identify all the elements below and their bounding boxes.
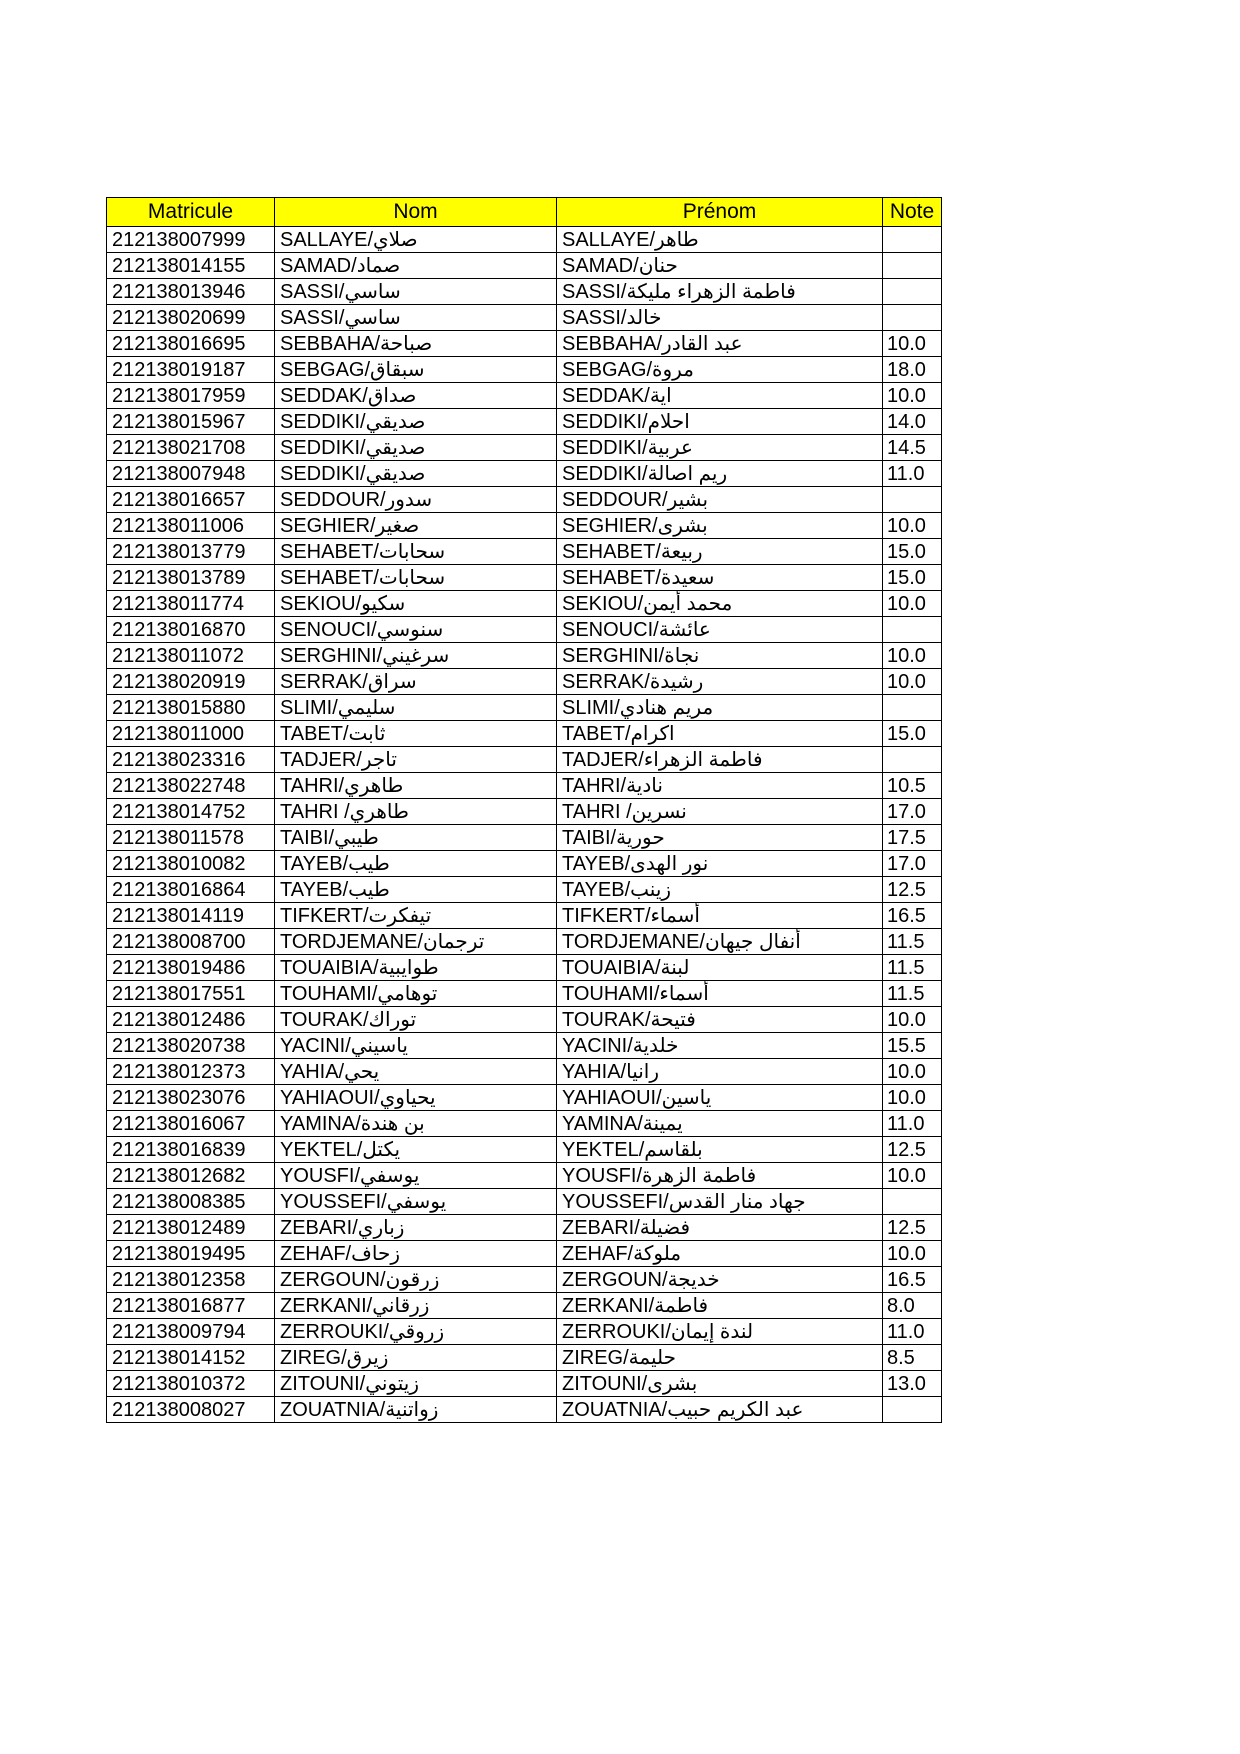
table-row — [107, 1189, 942, 1215]
cell-prenom: ZERKANI/فاطمة — [557, 1293, 883, 1319]
cell-nom: TAHRI /طاهري — [275, 799, 557, 825]
cell-prenom: SEDDAK/اية — [557, 383, 883, 409]
cell-note — [883, 1397, 942, 1423]
table-row — [107, 877, 942, 903]
cell-matricule: 212138016657 — [107, 487, 275, 513]
cell-nom: SEHABET/سحابات — [275, 565, 557, 591]
cell-nom: SALLAYE/صلاي — [275, 227, 557, 253]
table-row — [107, 565, 942, 591]
header-prenom: Prénom — [557, 198, 883, 227]
cell-note: 10.0 — [883, 331, 942, 357]
cell-prenom: ZIREG/حليمة — [557, 1345, 883, 1371]
table-row — [107, 955, 942, 981]
cell-matricule: 212138015880 — [107, 695, 275, 721]
cell-prenom: SEDDIKI/ريم اصالة — [557, 461, 883, 487]
cell-prenom: SEDDIKI/عربية — [557, 435, 883, 461]
cell-nom: TIFKERT/تيفكرت — [275, 903, 557, 929]
cell-note: 10.0 — [883, 1085, 942, 1111]
cell-matricule: 212138022748 — [107, 773, 275, 799]
cell-nom: TAIBI/طيبي — [275, 825, 557, 851]
cell-note — [883, 487, 942, 513]
cell-note: 10.0 — [883, 1241, 942, 1267]
cell-note: 15.0 — [883, 539, 942, 565]
cell-note: 10.0 — [883, 1007, 942, 1033]
cell-nom: TABET/ثابت — [275, 721, 557, 747]
cell-matricule: 212138017959 — [107, 383, 275, 409]
cell-nom: YAHIA/يحي — [275, 1059, 557, 1085]
cell-nom: ZOUATNIA/زواتنية — [275, 1397, 557, 1423]
cell-note: 12.5 — [883, 877, 942, 903]
cell-matricule: 212138020699 — [107, 305, 275, 331]
cell-prenom: ZEHAF/ملوكة — [557, 1241, 883, 1267]
cell-nom: ZEBARI/زباري — [275, 1215, 557, 1241]
table-row — [107, 357, 942, 383]
cell-prenom: TAHRI /نسرين — [557, 799, 883, 825]
cell-matricule: 212138016870 — [107, 617, 275, 643]
cell-note: 14.0 — [883, 409, 942, 435]
table-row — [107, 409, 942, 435]
cell-nom: SEDDAK/صداق — [275, 383, 557, 409]
cell-prenom: SLIMI/مريم هنادي — [557, 695, 883, 721]
cell-prenom: SASSI/فاطمة الزهراء مليكة — [557, 279, 883, 305]
cell-matricule: 212138016839 — [107, 1137, 275, 1163]
table-row — [107, 1085, 942, 1111]
table-row — [107, 279, 942, 305]
cell-nom: SAMAD/صماد — [275, 253, 557, 279]
table-row — [107, 513, 942, 539]
cell-nom: SERGHINI/سرغيني — [275, 643, 557, 669]
cell-nom: YACINI/ياسيني — [275, 1033, 557, 1059]
table-row — [107, 253, 942, 279]
cell-note — [883, 227, 942, 253]
cell-matricule: 212138007948 — [107, 461, 275, 487]
cell-note: 18.0 — [883, 357, 942, 383]
cell-note: 12.5 — [883, 1137, 942, 1163]
cell-prenom: TOUHAMI/أسماء — [557, 981, 883, 1007]
header-nom: Nom — [275, 198, 557, 227]
cell-prenom: TAHRI/نادية — [557, 773, 883, 799]
cell-note: 17.5 — [883, 825, 942, 851]
cell-matricule: 212138012358 — [107, 1267, 275, 1293]
cell-matricule: 212138008027 — [107, 1397, 275, 1423]
cell-prenom: SEBBAHA/عبد القادر — [557, 331, 883, 357]
table-row — [107, 929, 942, 955]
table-row — [107, 1397, 942, 1423]
cell-nom: SLIMI/سليمي — [275, 695, 557, 721]
cell-note: 11.0 — [883, 461, 942, 487]
cell-matricule: 212138012682 — [107, 1163, 275, 1189]
cell-matricule: 212138020738 — [107, 1033, 275, 1059]
cell-prenom: ZOUATNIA/عبد الكريم حبيب — [557, 1397, 883, 1423]
cell-prenom: YOUSSEFI/جهاد منار القدس — [557, 1189, 883, 1215]
cell-matricule: 212138015967 — [107, 409, 275, 435]
cell-matricule: 212138010372 — [107, 1371, 275, 1397]
cell-matricule: 212138014152 — [107, 1345, 275, 1371]
table-row — [107, 331, 942, 357]
cell-matricule: 212138019187 — [107, 357, 275, 383]
cell-nom: YOUSSEFI/يوسفي — [275, 1189, 557, 1215]
table-row — [107, 747, 942, 773]
cell-prenom: TORDJEMANE/أنفال جيهان — [557, 929, 883, 955]
cell-note: 12.5 — [883, 1215, 942, 1241]
table-row — [107, 487, 942, 513]
cell-nom: TAYEB/طيب — [275, 851, 557, 877]
cell-matricule: 212138023316 — [107, 747, 275, 773]
cell-prenom: SASSI/خالد — [557, 305, 883, 331]
cell-matricule: 212138011774 — [107, 591, 275, 617]
cell-note: 10.0 — [883, 643, 942, 669]
cell-prenom: YAHIA/رانيا — [557, 1059, 883, 1085]
cell-nom: SEGHIER/صغير — [275, 513, 557, 539]
table-row — [107, 1371, 942, 1397]
cell-prenom: YAMINA/يمينة — [557, 1111, 883, 1137]
cell-note: 13.0 — [883, 1371, 942, 1397]
cell-matricule: 212138019495 — [107, 1241, 275, 1267]
cell-matricule: 212138014119 — [107, 903, 275, 929]
cell-nom: SEDDOUR/سدور — [275, 487, 557, 513]
cell-nom: ZITOUNI/زيتوني — [275, 1371, 557, 1397]
cell-note: 17.0 — [883, 851, 942, 877]
cell-prenom: SEDDOUR/بشير — [557, 487, 883, 513]
table-row — [107, 461, 942, 487]
cell-nom: SEDDIKI/صديقي — [275, 409, 557, 435]
cell-matricule: 212138007999 — [107, 227, 275, 253]
cell-matricule: 212138014155 — [107, 253, 275, 279]
cell-nom: SEBGAG/سبقاق — [275, 357, 557, 383]
table-row — [107, 1033, 942, 1059]
cell-prenom: SERRAK/رشيدة — [557, 669, 883, 695]
grades-table — [106, 197, 942, 1423]
cell-note: 15.5 — [883, 1033, 942, 1059]
cell-note — [883, 253, 942, 279]
cell-matricule: 212138008700 — [107, 929, 275, 955]
table-row — [107, 1267, 942, 1293]
cell-note: 15.0 — [883, 721, 942, 747]
table-row — [107, 1345, 942, 1371]
cell-nom: ZEHAF/زحاف — [275, 1241, 557, 1267]
cell-prenom: SEKIOU/محمد أيمن — [557, 591, 883, 617]
cell-matricule: 212138014752 — [107, 799, 275, 825]
cell-prenom: ZITOUNI/بشرى — [557, 1371, 883, 1397]
header-note: Note — [883, 198, 942, 227]
cell-matricule: 212138013789 — [107, 565, 275, 591]
cell-prenom: SEHABET/ربيعة — [557, 539, 883, 565]
cell-matricule: 212138023076 — [107, 1085, 275, 1111]
cell-prenom: SEHABET/سعيدة — [557, 565, 883, 591]
cell-note — [883, 305, 942, 331]
cell-matricule: 212138011578 — [107, 825, 275, 851]
cell-note: 8.0 — [883, 1293, 942, 1319]
cell-note: 11.5 — [883, 981, 942, 1007]
cell-matricule: 212138011006 — [107, 513, 275, 539]
cell-nom: YAHIAOUI/يحياوي — [275, 1085, 557, 1111]
cell-nom: TOURAK/توراك — [275, 1007, 557, 1033]
cell-note: 14.5 — [883, 435, 942, 461]
cell-matricule: 212138016695 — [107, 331, 275, 357]
table-row — [107, 1111, 942, 1137]
cell-note: 16.5 — [883, 1267, 942, 1293]
table-row — [107, 773, 942, 799]
cell-note: 10.0 — [883, 669, 942, 695]
table-row — [107, 1293, 942, 1319]
cell-prenom: TOURAK/فتيحة — [557, 1007, 883, 1033]
cell-nom: SEDDIKI/صديقي — [275, 435, 557, 461]
cell-prenom: SAMAD/حنان — [557, 253, 883, 279]
cell-nom: ZERROUKI/زروقي — [275, 1319, 557, 1345]
cell-note — [883, 747, 942, 773]
cell-note: 8.5 — [883, 1345, 942, 1371]
cell-nom: SEKIOU/سكيو — [275, 591, 557, 617]
cell-matricule: 212138012486 — [107, 1007, 275, 1033]
table-body — [107, 227, 942, 1423]
cell-note: 11.0 — [883, 1111, 942, 1137]
table-row — [107, 1059, 942, 1085]
cell-note: 17.0 — [883, 799, 942, 825]
table-row — [107, 1163, 942, 1189]
cell-note: 10.0 — [883, 1163, 942, 1189]
header-row — [107, 198, 942, 227]
table-row — [107, 799, 942, 825]
cell-nom: YOUSFI/يوسفي — [275, 1163, 557, 1189]
cell-note — [883, 617, 942, 643]
cell-nom: TORDJEMANE/ترجمان — [275, 929, 557, 955]
cell-nom: SASSI/ساسي — [275, 305, 557, 331]
cell-nom: YEKTEL/يكتل — [275, 1137, 557, 1163]
cell-note: 11.5 — [883, 929, 942, 955]
cell-prenom: ZERROUKI/لندة إيمان — [557, 1319, 883, 1345]
cell-prenom: TAYEB/زينب — [557, 877, 883, 903]
cell-matricule: 212138016864 — [107, 877, 275, 903]
cell-matricule: 212138020919 — [107, 669, 275, 695]
table-row — [107, 981, 942, 1007]
cell-matricule: 212138021708 — [107, 435, 275, 461]
cell-matricule: 212138013779 — [107, 539, 275, 565]
cell-note — [883, 695, 942, 721]
table-row — [107, 305, 942, 331]
cell-matricule: 212138016067 — [107, 1111, 275, 1137]
cell-nom: SEBBAHA/صباحة — [275, 331, 557, 357]
cell-nom: SEDDIKI/صديقي — [275, 461, 557, 487]
header-matricule: Matricule — [107, 198, 275, 227]
cell-prenom: YAHIAOUI/ياسين — [557, 1085, 883, 1111]
cell-matricule: 212138012489 — [107, 1215, 275, 1241]
cell-note: 11.0 — [883, 1319, 942, 1345]
cell-matricule: 212138017551 — [107, 981, 275, 1007]
table-row — [107, 825, 942, 851]
cell-prenom: TIFKERT/أسماء — [557, 903, 883, 929]
cell-nom: ZIREG/زيرق — [275, 1345, 557, 1371]
cell-prenom: YOUSFI/فاطمة الزهرة — [557, 1163, 883, 1189]
cell-prenom: SALLAYE/طاهر — [557, 227, 883, 253]
cell-nom: SEHABET/سحابات — [275, 539, 557, 565]
cell-prenom: TAIBI/حورية — [557, 825, 883, 851]
cell-note: 10.5 — [883, 773, 942, 799]
cell-nom: ZERKANI/زرقاني — [275, 1293, 557, 1319]
table-row — [107, 1241, 942, 1267]
cell-note: 10.0 — [883, 1059, 942, 1085]
cell-prenom: YEKTEL/بلقاسم — [557, 1137, 883, 1163]
cell-prenom: ZERGOUN/خديجة — [557, 1267, 883, 1293]
cell-note: 11.5 — [883, 955, 942, 981]
cell-prenom: TAYEB/نور الهدى — [557, 851, 883, 877]
table-row — [107, 539, 942, 565]
cell-prenom: TABET/اكرام — [557, 721, 883, 747]
cell-nom: TAHRI/طاهري — [275, 773, 557, 799]
cell-matricule: 212138011000 — [107, 721, 275, 747]
cell-prenom: TOUAIBIA/لبنة — [557, 955, 883, 981]
table-row — [107, 435, 942, 461]
cell-matricule: 212138011072 — [107, 643, 275, 669]
table-row — [107, 1215, 942, 1241]
cell-prenom: SERGHINI/نجاة — [557, 643, 883, 669]
cell-nom: TOUHAMI/توهامي — [275, 981, 557, 1007]
cell-nom: SENOUCI/سنوسي — [275, 617, 557, 643]
cell-note: 16.5 — [883, 903, 942, 929]
table-row — [107, 851, 942, 877]
table-row — [107, 643, 942, 669]
table-row — [107, 669, 942, 695]
cell-matricule: 212138010082 — [107, 851, 275, 877]
cell-matricule: 212138019486 — [107, 955, 275, 981]
table-row — [107, 903, 942, 929]
cell-nom: ZERGOUN/زرقون — [275, 1267, 557, 1293]
cell-nom: YAMINA/بن هندة — [275, 1111, 557, 1137]
cell-nom: TOUAIBIA/طوايبية — [275, 955, 557, 981]
table-row — [107, 695, 942, 721]
cell-note: 15.0 — [883, 565, 942, 591]
table-row — [107, 383, 942, 409]
table-row — [107, 591, 942, 617]
cell-prenom: TADJER/فاطمة الزهراء — [557, 747, 883, 773]
cell-note: 10.0 — [883, 591, 942, 617]
table-row — [107, 1137, 942, 1163]
cell-note — [883, 1189, 942, 1215]
cell-note: 10.0 — [883, 513, 942, 539]
cell-note — [883, 279, 942, 305]
cell-nom: TADJER/تاجر — [275, 747, 557, 773]
table-header — [107, 198, 942, 227]
table-row — [107, 227, 942, 253]
cell-matricule: 212138009794 — [107, 1319, 275, 1345]
cell-prenom: YACINI/خلدية — [557, 1033, 883, 1059]
cell-matricule: 212138008385 — [107, 1189, 275, 1215]
cell-matricule: 212138013946 — [107, 279, 275, 305]
table-row — [107, 721, 942, 747]
cell-matricule: 212138012373 — [107, 1059, 275, 1085]
table-row — [107, 617, 942, 643]
cell-nom: SERRAK/سراق — [275, 669, 557, 695]
cell-prenom: SEGHIER/بشرى — [557, 513, 883, 539]
cell-prenom: SEDDIKI/احلام — [557, 409, 883, 435]
cell-prenom: SEBGAG/مروة — [557, 357, 883, 383]
cell-nom: SASSI/ساسي — [275, 279, 557, 305]
table-row — [107, 1007, 942, 1033]
cell-prenom: ZEBARI/فضيلة — [557, 1215, 883, 1241]
cell-matricule: 212138016877 — [107, 1293, 275, 1319]
cell-prenom: SENOUCI/عائشة — [557, 617, 883, 643]
cell-note: 10.0 — [883, 383, 942, 409]
cell-nom: TAYEB/طيب — [275, 877, 557, 903]
table-row — [107, 1319, 942, 1345]
